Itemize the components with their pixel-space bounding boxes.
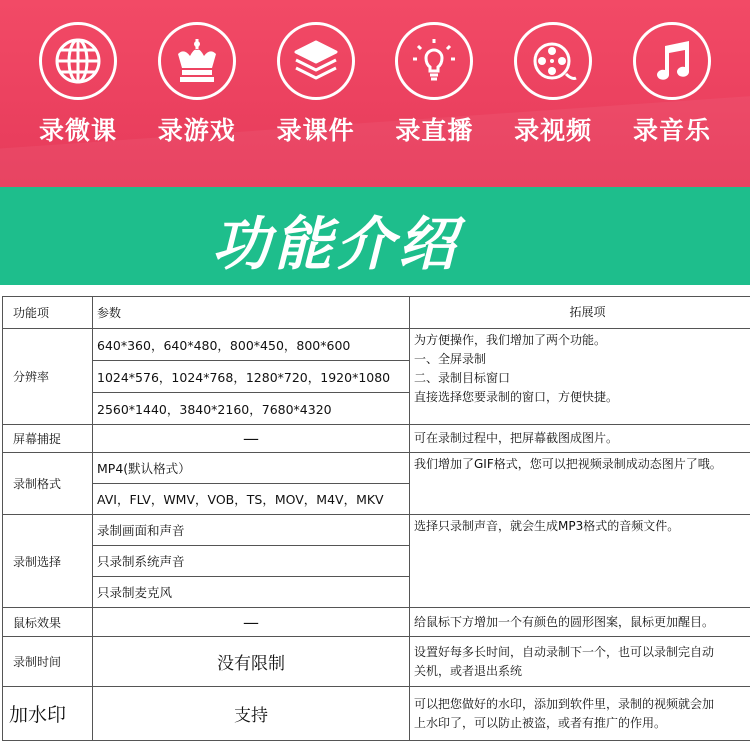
- row-extension: [410, 329, 750, 425]
- row-param: —: [93, 608, 410, 637]
- section-title: 功能介绍: [212, 210, 461, 278]
- feature-item-courseware: [262, 22, 370, 147]
- globe-icon: [39, 22, 117, 100]
- feature-label: 录音乐: [632, 116, 711, 145]
- row-extension: 我们增加了GIF格式，您可以把视频录制成动态图片了哦。: [410, 453, 750, 515]
- crown-icon: [158, 22, 236, 100]
- row-extension: [410, 687, 750, 741]
- feature-label: 录课件: [276, 116, 355, 145]
- feature-label: 录直播: [395, 116, 474, 145]
- row-extension: 选择只录制声音，就会生成MP3格式的音频文件。: [410, 515, 750, 608]
- ext-line: 可以把您做好的水印，添加到软件里，录制的视频就会加: [414, 696, 715, 711]
- ext-line: 关机，或者退出系统: [414, 663, 523, 678]
- row-params: [93, 515, 410, 608]
- feature-banner: [0, 0, 750, 187]
- feature-item-weike: [24, 22, 132, 147]
- header-feature: 功能项: [3, 297, 93, 329]
- table-row: [3, 687, 750, 741]
- feature-item-music: [618, 22, 726, 147]
- feature-icons-row: [0, 22, 750, 147]
- feature-label: 录视频: [514, 116, 593, 145]
- table-row: [3, 329, 750, 425]
- header-extension: 拓展项: [410, 297, 750, 329]
- feature-item-video: [499, 22, 607, 147]
- ext-line: 二、录制目标窗口: [414, 371, 511, 385]
- lightbulb-icon: [395, 22, 473, 100]
- feature-label: 录游戏: [157, 116, 236, 145]
- header-params: 参数: [93, 297, 410, 329]
- row-name: 录制选择: [3, 515, 93, 608]
- row-param: 没有限制: [93, 637, 410, 687]
- ext-line: 上水印了，可以防止被盗，或者有推广的作用。: [414, 715, 667, 730]
- music-note-icon: [633, 22, 711, 100]
- table-row: [3, 515, 750, 608]
- row-name: 录制时间: [3, 637, 93, 687]
- row-name: 分辨率: [3, 329, 93, 425]
- param-line: 只录制系统声音: [93, 546, 409, 577]
- row-params: [93, 453, 410, 515]
- row-name: 加水印: [3, 687, 93, 741]
- film-reel-icon: [514, 22, 592, 100]
- param-line: 1024*576，1024*768，1280*720，1920*1080: [93, 361, 409, 393]
- row-param: —: [93, 425, 410, 453]
- table-row: [3, 425, 750, 453]
- row-name: 鼠标效果: [3, 608, 93, 637]
- param-line: 录制画面和声音: [93, 515, 409, 546]
- ext-line: 直接选择您要录制的窗口，方便快捷。: [414, 390, 619, 404]
- row-params: [93, 329, 410, 425]
- ext-line: 为方便操作，我们增加了两个功能。: [414, 333, 607, 347]
- row-name: 录制格式: [3, 453, 93, 515]
- ext-line: 设置好每多长时间，自动录制下一个，也可以录制完自动: [414, 644, 715, 659]
- section-header: [0, 187, 750, 285]
- row-extension: 可在录制过程中，把屏幕截图成图片。: [410, 425, 750, 453]
- row-name: 屏幕捕捉: [3, 425, 93, 453]
- param-line: 640*360，640*480，800*450，800*600: [93, 329, 409, 361]
- feature-item-game: [143, 22, 251, 147]
- row-extension: 给鼠标下方增加一个有颜色的圆形图案，鼠标更加醒目。: [410, 608, 750, 637]
- table-header-row: [3, 297, 750, 329]
- feature-item-live: [380, 22, 488, 147]
- param-line: 2560*1440，3840*2160，7680*4320: [97, 401, 332, 417]
- param-line: 只录制麦克风: [97, 585, 173, 600]
- table-row: [3, 608, 750, 637]
- feature-table: [2, 296, 750, 741]
- row-extension: [410, 637, 750, 687]
- table-row: [3, 453, 750, 515]
- param-line: MP4(默认格式）: [93, 453, 409, 484]
- row-param: 支持: [93, 687, 410, 741]
- feature-label: 录微课: [38, 116, 117, 145]
- table-row: [3, 637, 750, 687]
- ext-line: 一、全屏录制: [414, 352, 487, 366]
- param-line: AVI，FLV，WMV，VOB，TS，MOV，M4V，MKV: [97, 492, 384, 507]
- layers-icon: [277, 22, 355, 100]
